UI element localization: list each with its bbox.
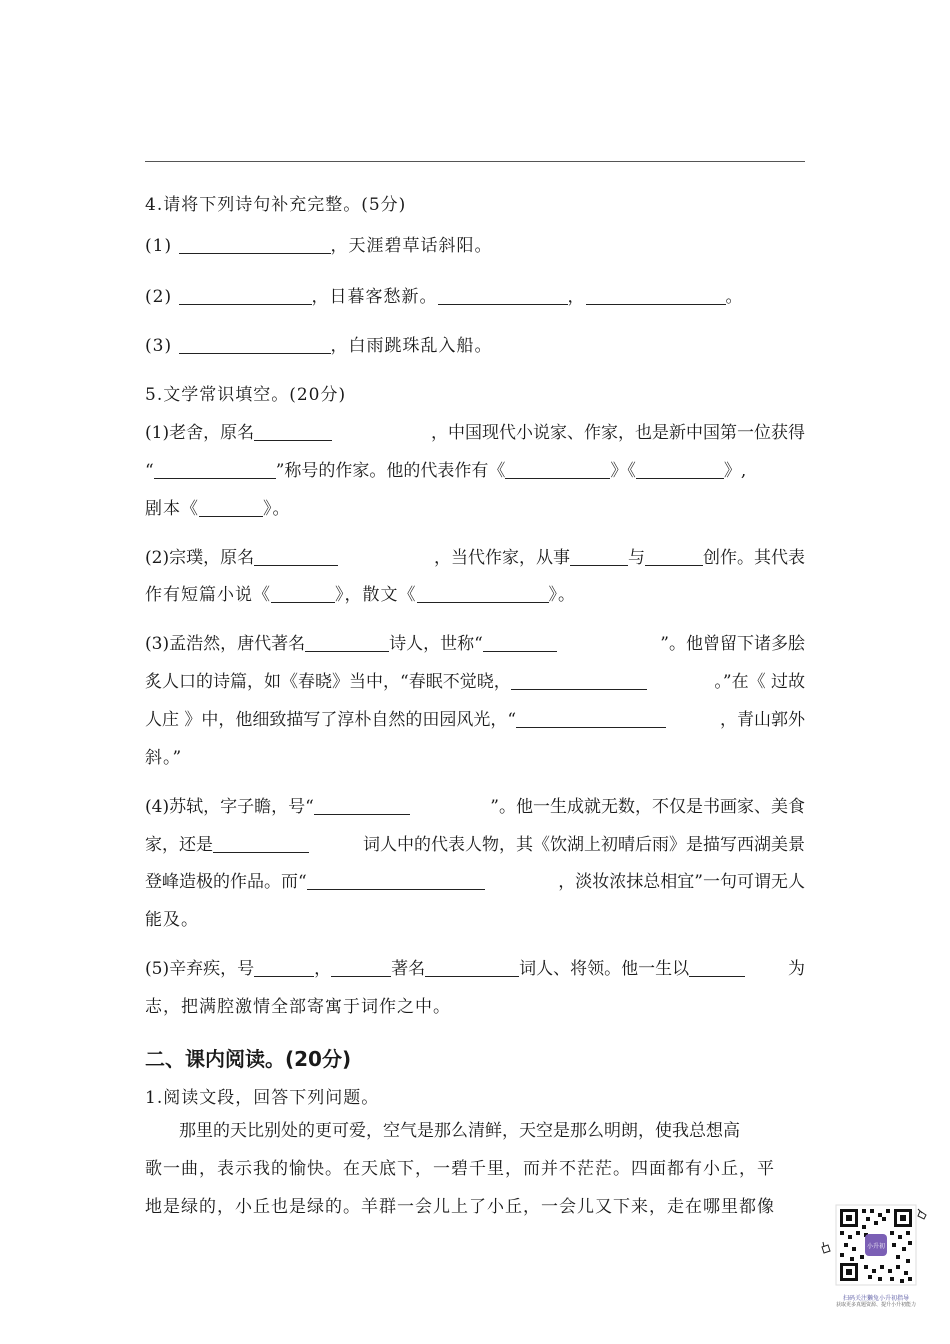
q5-p1-line-3 — [145, 494, 291, 519]
answer-blank[interactable] — [213, 836, 309, 853]
answer-blank[interactable] — [586, 288, 726, 305]
passage-line-1 — [145, 1116, 805, 1141]
text: 那里的天比别处的更可爱，空气是那么清鲜，天空是那么明朗，使我总想高 — [179, 1121, 740, 1141]
answer-blank[interactable] — [271, 586, 335, 603]
answer-blank[interactable] — [154, 462, 276, 479]
q4-line-2-num: (2) — [145, 287, 173, 307]
header-rule — [145, 161, 805, 162]
text: “ — [145, 461, 154, 481]
period: 。 — [725, 287, 744, 307]
answer-blank[interactable] — [254, 960, 314, 977]
answer-blank[interactable] — [199, 500, 263, 517]
q4-title: 4.请将下列诗句补充完整。(5分) — [145, 195, 407, 215]
text: 与 — [628, 548, 645, 568]
text: ”称号的作家。他的代表作有《 — [275, 461, 506, 481]
text: 人庄 》中，他细致描写了淳朴自然的田园风光，“ — [145, 710, 517, 730]
answer-blank[interactable] — [636, 462, 724, 479]
q4-line-2 — [145, 282, 744, 307]
text: 》，散文《 — [335, 585, 417, 605]
answer-blank[interactable] — [570, 549, 628, 566]
q5-p1-line-1 — [145, 418, 805, 443]
q5-title: 5.文学常识填空。(20分) — [145, 385, 347, 405]
answer-blank[interactable] — [254, 424, 332, 441]
q5-p5-line-2: 志，把满腔激情全部寄寓于词作之中。 — [145, 997, 451, 1017]
answer-blank[interactable] — [314, 798, 410, 815]
q4-line-3-text: ，白雨跳珠乱入船。 — [330, 336, 493, 356]
answer-blank[interactable] — [331, 960, 391, 977]
q5-p4-line-4: 能及。 — [145, 910, 199, 930]
answer-blank[interactable] — [483, 635, 557, 652]
text: 词人、将领。他一生以 — [519, 959, 690, 979]
answer-blank[interactable] — [689, 960, 745, 977]
text: ”。他曾留下诸多脍 — [660, 634, 805, 654]
q5-p1-line-2 — [145, 456, 805, 481]
answer-blank[interactable] — [417, 586, 549, 603]
answer-blank[interactable] — [305, 635, 389, 652]
q5-p3-line-2 — [145, 667, 805, 692]
q5-p4-line-3 — [145, 867, 805, 892]
q4-line-1 — [145, 231, 493, 256]
q5-p3-line-1 — [145, 629, 805, 654]
text: 词人中的代表人物，其《饮湖上初晴后雨》是描写西湖美景 — [363, 835, 805, 855]
q5-p5-line-1 — [145, 954, 805, 979]
q4-line-1-num: (1) — [145, 236, 173, 256]
section2-q1-title: 1.阅读文段，回答下列问题。 — [145, 1088, 380, 1108]
answer-blank[interactable] — [505, 462, 610, 479]
qr-code-block[interactable] — [820, 1203, 932, 1331]
text: 创作。其代表 — [703, 548, 805, 568]
text: 。”在《 过故 — [714, 672, 805, 692]
q4-line-1-text: ，天涯碧草话斜阳。 — [330, 236, 493, 256]
section-heading: 二、课内阅读。(20分) — [145, 1047, 352, 1071]
text: 登峰造极的作品。而“ — [145, 872, 307, 892]
hand-pointer-icon — [918, 1209, 926, 1219]
answer-blank[interactable] — [254, 549, 338, 566]
passage-line-2: 歌一曲，表示我的愉快。在天底下，一碧千里，而并不茫茫。四面都有小丘，平 — [145, 1159, 775, 1179]
text: (5)辛弃疾，号 — [145, 959, 255, 979]
answer-blank[interactable] — [511, 673, 647, 690]
text: 诗人，世称“ — [389, 634, 483, 654]
answer-blank[interactable] — [307, 873, 485, 890]
q4-line-3 — [145, 331, 493, 356]
qr-code-icon — [820, 1203, 932, 1295]
answer-blank[interactable] — [438, 288, 568, 305]
text: ”。他一生成就无数，不仅是书画家、美食 — [490, 797, 805, 817]
text: ， — [314, 959, 332, 979]
answer-blank[interactable] — [516, 711, 666, 728]
answer-blank[interactable] — [425, 960, 519, 977]
q5-p3-line-4: 斜。” — [145, 748, 183, 768]
text: (1)老舍，原名 — [145, 423, 255, 443]
text: ，青山郭外 — [720, 710, 805, 730]
q5-p3-line-3 — [145, 705, 805, 730]
qr-badge: 小升初 — [866, 1243, 886, 1250]
text: ，淡妆浓抹总相宜”一句可谓无人 — [558, 872, 805, 892]
text: 炙人口的诗篇，如《春晓》当中，“春眠不觉晓， — [145, 672, 511, 692]
text: 家，还是 — [145, 835, 213, 855]
q4-line-2-text: ，日暮客愁新。 — [311, 287, 438, 307]
qr-caption: 扫码关注獭兔小升初指导 — [842, 1295, 909, 1302]
q5-p4-line-1 — [145, 792, 805, 817]
text: 为 — [788, 959, 805, 979]
answer-blank[interactable] — [179, 237, 331, 254]
text: 》《 — [610, 461, 636, 481]
q5-p2-line-1 — [145, 543, 805, 568]
text: 著名 — [391, 959, 426, 979]
text: (2)宗璞，原名 — [145, 548, 255, 568]
text: 》。 — [548, 585, 576, 605]
text: ，当代作家，从事 — [434, 548, 570, 568]
passage-line-3: 地是绿的，小丘也是绿的。羊群一会儿上了小丘，一会儿又下来，走在哪里都像 — [145, 1197, 775, 1217]
text: (4)苏轼，字子瞻，号“ — [145, 797, 314, 817]
text: 剧本《 — [145, 499, 199, 519]
text: 》。 — [263, 499, 291, 519]
hand-pointer-icon — [822, 1242, 830, 1253]
answer-blank[interactable] — [179, 288, 312, 305]
text: 作有短篇小说《 — [145, 585, 271, 605]
comma: ， — [567, 287, 586, 307]
q4-line-3-num: (3) — [145, 336, 173, 356]
text: 》, — [723, 461, 747, 481]
q5-p2-line-2 — [145, 580, 576, 605]
qr-caption-sub: 获取更多真题资源、提升小升初能力 — [835, 1302, 916, 1308]
text: ，中国现代小说家、作家，也是新中国第一位获得 — [431, 423, 805, 443]
answer-blank[interactable] — [179, 337, 331, 354]
q5-p4-line-2 — [145, 830, 805, 855]
answer-blank[interactable] — [645, 549, 703, 566]
text: (3)孟浩然，唐代著名 — [145, 634, 306, 654]
